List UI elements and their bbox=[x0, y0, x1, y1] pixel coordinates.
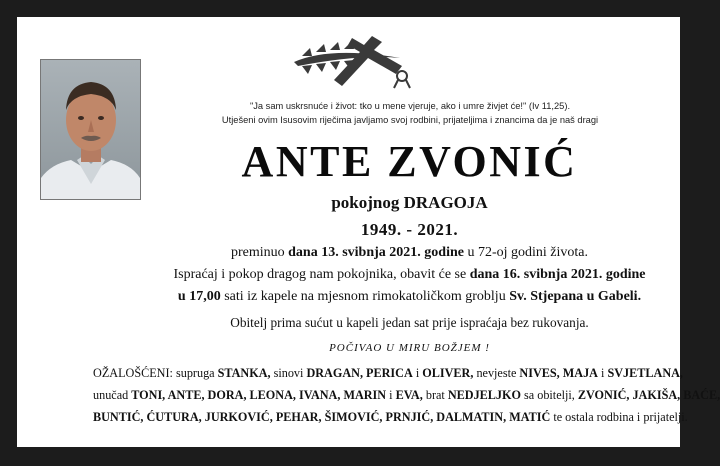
cross-palm-icon bbox=[290, 32, 416, 92]
mourner-rel: sinovi bbox=[273, 366, 304, 380]
mourner-name: DRAGAN, PERICA bbox=[306, 366, 413, 380]
funeral-line-2 bbox=[142, 289, 677, 305]
mourner-name: NEDJELJKO bbox=[447, 388, 521, 402]
death-text-2: u 72-oj godini života. bbox=[467, 245, 589, 260]
mourners-line-3 bbox=[93, 406, 688, 428]
death-text-1: preminuo bbox=[230, 245, 285, 260]
mourner-rel: sa obitelji, bbox=[524, 388, 575, 402]
mourner-name: SVJETLANA, bbox=[607, 366, 683, 380]
portrait-image bbox=[41, 60, 140, 199]
funeral-text-1: Ispraćaj i pokop dragog nam pokojnika, obavit će se bbox=[173, 267, 467, 282]
father-prefix: pokojnog bbox=[331, 193, 400, 212]
condolences-note: Obitelj prima sućut u kapeli jedan sat prije ispraćaja bez rukovanja. bbox=[230, 315, 589, 330]
mourner-name: TONI, ANTE, DORA, LEONA, IVANA, MARIN bbox=[131, 388, 387, 402]
mourner-conj: i bbox=[415, 366, 420, 380]
mourners-line-2 bbox=[93, 384, 720, 406]
death-line bbox=[142, 245, 677, 261]
funeral-line-1 bbox=[142, 267, 677, 283]
mourner-name: STANKA, bbox=[217, 366, 271, 380]
funeral-text-2: sati iz kapele na mjesnom rimokatoličkom groblju bbox=[224, 289, 506, 304]
deceased-name: ANTE ZVONIĆ bbox=[241, 137, 578, 186]
life-years: 1949. - 2021. bbox=[360, 220, 459, 239]
funeral-date: dana 16. svibnja 2021. godine bbox=[469, 267, 646, 282]
mourner-conj: i bbox=[389, 388, 393, 402]
mourner-name: OLIVER, bbox=[422, 366, 474, 380]
rip-line: POČIVAO U MIRU BOŽJEM ! bbox=[329, 342, 490, 354]
mourner-name: EVA, bbox=[395, 388, 423, 402]
scripture-quote bbox=[145, 99, 675, 127]
mourner-rel: supruga bbox=[175, 366, 215, 380]
quote-line-2: Utješeni ovim Isusovim riječima javljamo svoj rodbini, prijateljima i znancima da je naš dragi bbox=[221, 115, 599, 125]
mourner-name: BUNTIĆ, ĆUTURA, JURKOVIĆ, PEHAR, ŠIMOVIĆ, PRNJIĆ, DALMATIN, MATIĆ bbox=[93, 410, 551, 424]
portrait-photo bbox=[40, 59, 141, 200]
funeral-place: Sv. Stjepana u Gabeli. bbox=[509, 289, 642, 304]
mourner-rel: unučad bbox=[93, 388, 129, 402]
obituary-card bbox=[17, 17, 720, 447]
quote-line-1: "Ja sam uskrsnuće i život: tko u mene vjeruje, ako i umre živjet će!" (Iv 11,25). bbox=[249, 101, 571, 111]
mourner-conj: i bbox=[601, 366, 605, 380]
mourner-rel: te ostala rodbina i prijatelji. bbox=[553, 410, 688, 424]
father-name: DRAGOJA bbox=[403, 193, 488, 212]
mourners-line-1 bbox=[93, 362, 683, 384]
mourners-heading: OŽALOŠĆENI: bbox=[93, 366, 173, 380]
funeral-time: u 17,00 bbox=[177, 289, 221, 304]
mourner-rel: nevjeste bbox=[476, 366, 517, 380]
mourner-name: ZVONIĆ, JAKIŠA, BAĆE, bbox=[577, 388, 720, 402]
mourner-rel: brat bbox=[425, 388, 445, 402]
death-date: dana 13. svibnja 2021. godine bbox=[288, 245, 464, 260]
father-line bbox=[142, 193, 677, 213]
mourner-name: NIVES, MAJA bbox=[519, 366, 598, 380]
